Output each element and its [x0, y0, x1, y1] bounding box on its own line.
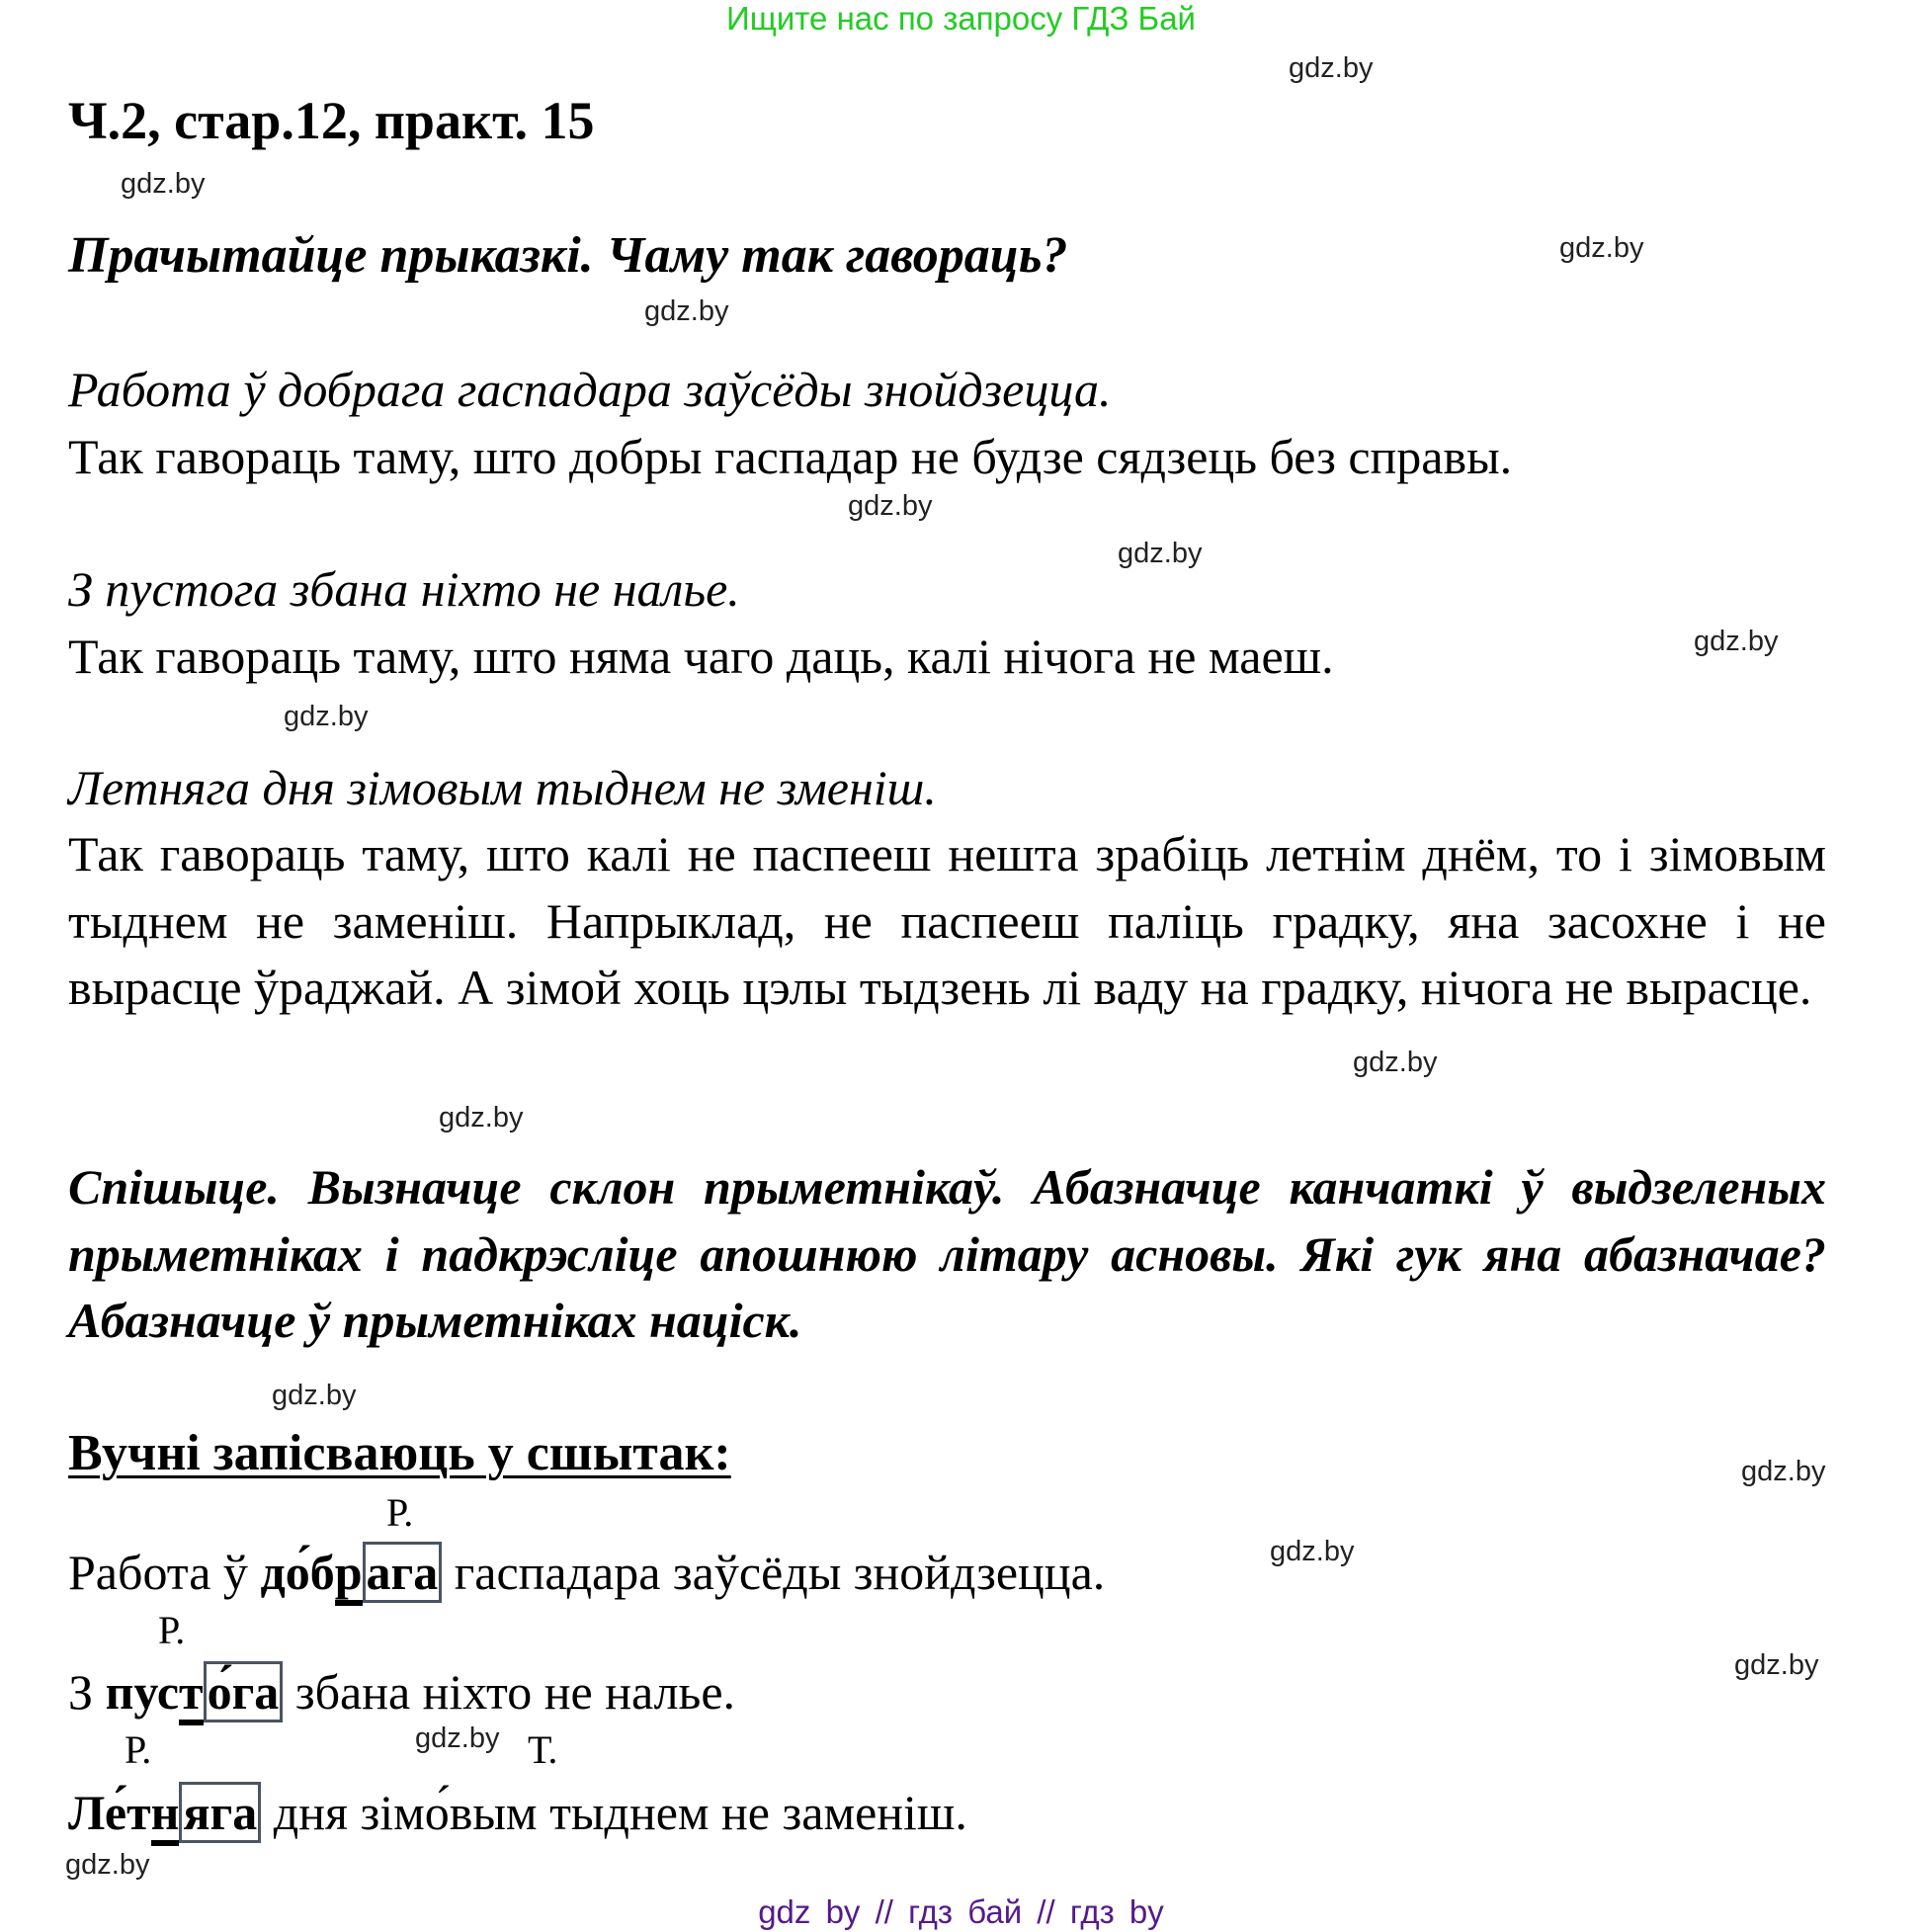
footer-links: gdz by // гдз бай // гдз by: [758, 1893, 1164, 1930]
proverb-3: Летняга дня зімовым тыднем не зменіш.: [68, 760, 937, 815]
ending-box: ага: [363, 1542, 443, 1603]
page-title: Ч.2, стар.12, практ. 15: [68, 91, 595, 150]
search-banner: Ищите нас по запросу ГДЗ Бай: [726, 0, 1196, 37]
answer-heading: Вучні запісваюць у сшытак:: [68, 1425, 731, 1481]
stem-last-letter: н: [151, 1785, 180, 1846]
watermark: gdz.by: [415, 1722, 500, 1754]
explanation-1: Так гавораць таму, што добры гаспадар не будзе сядзець без справы.: [68, 429, 1513, 484]
case-mark: Р.: [158, 1608, 186, 1652]
watermark: gdz.by: [1118, 538, 1203, 569]
watermark: gdz.by: [272, 1380, 357, 1411]
case-mark: Р.: [386, 1490, 414, 1535]
watermark: gdz.by: [284, 701, 369, 732]
watermark: gdz.by: [65, 1849, 150, 1881]
proverb-1: Работа ў добрага гаспадара заўсёды знойдзецца.: [68, 362, 1112, 417]
stem: пус: [105, 1664, 180, 1720]
case-mark: Т.: [528, 1727, 558, 1772]
watermark: gdz.by: [1270, 1536, 1355, 1567]
answer-text: З: [68, 1664, 106, 1720]
answer-text: гаспадара заўсёды знойдзецца.: [442, 1545, 1106, 1600]
watermark: gdz.by: [848, 490, 933, 522]
explanation-3: Так гавораць таму, што калі не паспееш нешта зрабіць летнім днём, то і зімовым тыднем не заменіш. Напрыклад, не паспееш паліць градку, яна засохне і не вырасце ўраджай. А зімой хоць цэлы тыдзень лі ваду на градку, нічога не вырасце.: [68, 826, 1826, 1015]
watermark: gdz.by: [1741, 1456, 1826, 1487]
answer-text: збана ніхто не налье.: [283, 1664, 736, 1720]
answer-line-2: [68, 1662, 735, 1722]
answer-line-1: [68, 1543, 1105, 1602]
stem: Ле́т: [68, 1785, 151, 1840]
case-mark: Р.: [125, 1727, 152, 1772]
ending-box: о́га: [204, 1661, 284, 1722]
watermark: gdz.by: [1559, 232, 1644, 264]
task-heading: Прачытайце прыказкі. Чаму так гавораць?: [68, 227, 1068, 284]
watermark: gdz.by: [1694, 626, 1779, 657]
task-2-instructions: Спішыце. Вызначце склон прыметнікаў. Абазначце канчаткі ў выдзеленых прыметніках і падкрэсліце апошнюю літару асновы. Якi гук яна абазначае? Абазначце ў прыметніках націск.: [68, 1159, 1826, 1348]
watermark: gdz.by: [1353, 1047, 1438, 1078]
watermark: gdz.by: [439, 1102, 524, 1134]
watermark: gdz.by: [121, 168, 206, 200]
ending-box: яга: [179, 1782, 261, 1843]
stem-last-letter: р: [335, 1545, 363, 1606]
watermark: gdz.by: [1289, 52, 1374, 84]
stem: до́б: [260, 1545, 335, 1600]
watermark: gdz.by: [1734, 1649, 1819, 1681]
proverb-2: З пустога збана ніхто не налье.: [68, 561, 740, 617]
answer-text: Работа ў: [68, 1545, 261, 1600]
stem-last-letter: т: [179, 1664, 204, 1725]
answer-text: дня зімо́вым тыднем не заменіш.: [261, 1785, 967, 1840]
answer-line-3: [68, 1783, 967, 1842]
explanation-2: Так гавораць таму, што няма чаго даць, калі нічога не маеш.: [68, 629, 1334, 684]
watermark: gdz.by: [644, 295, 729, 327]
